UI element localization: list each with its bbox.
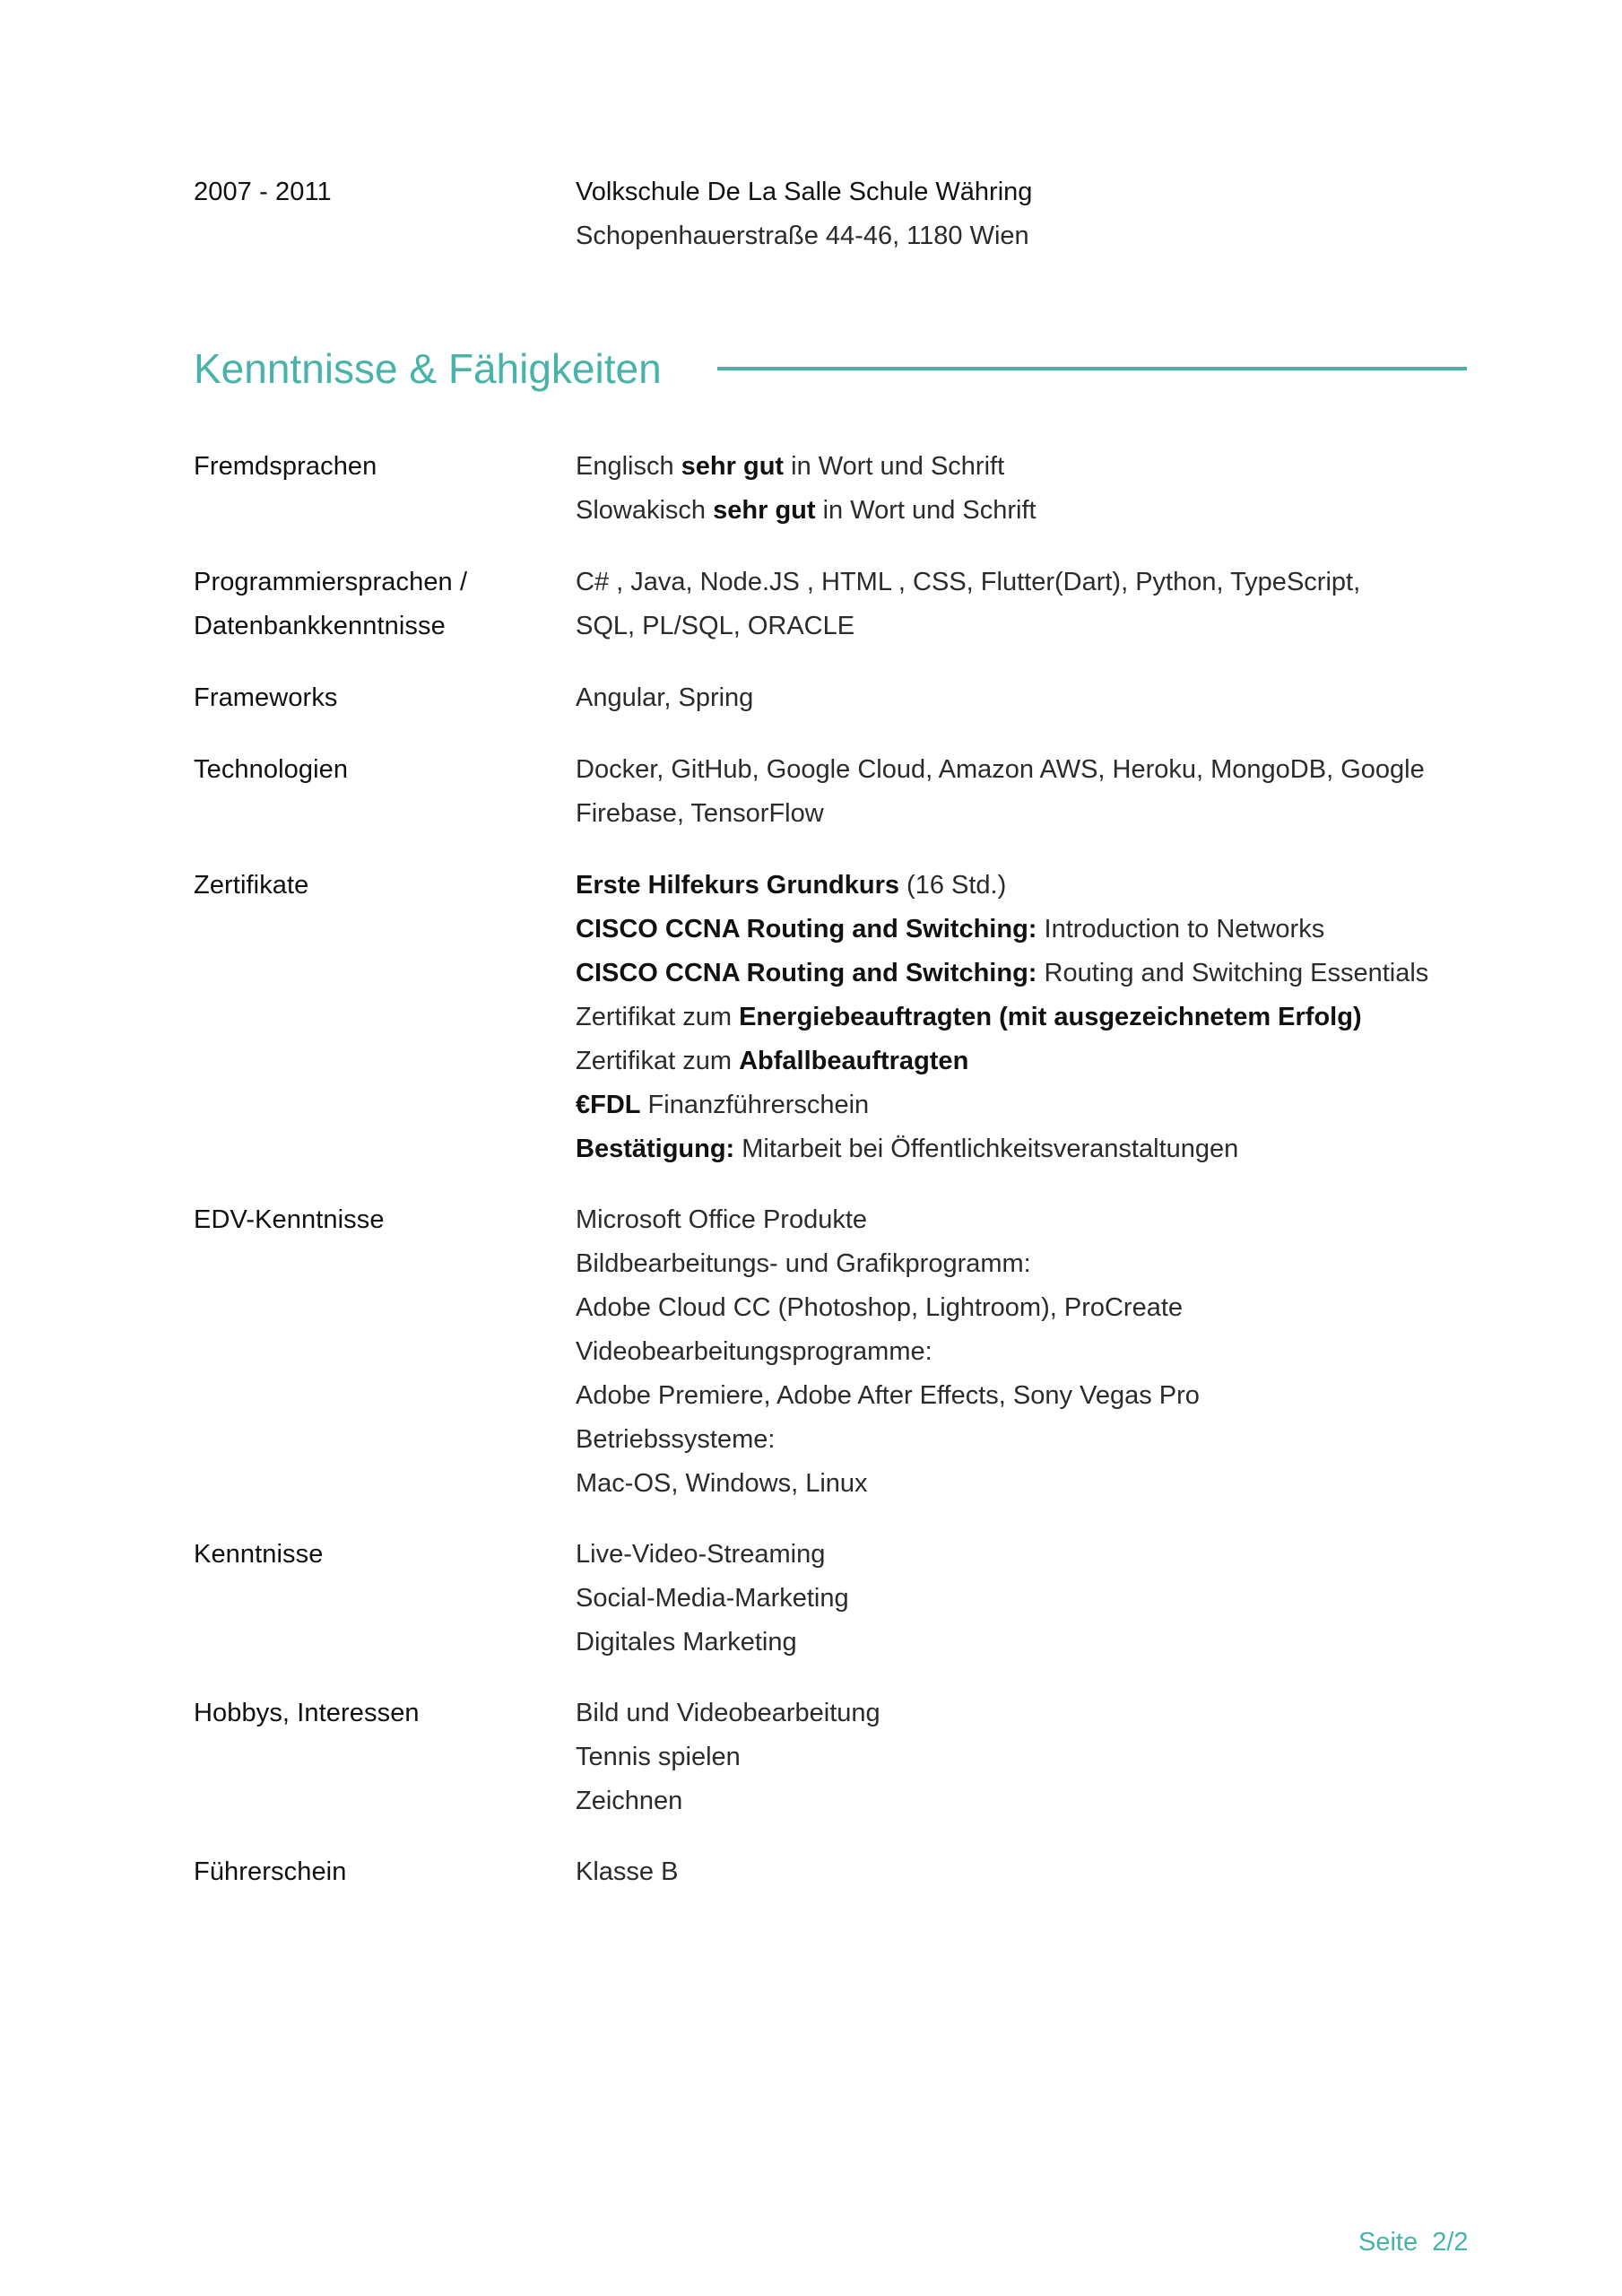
skill-line: Zeichnen xyxy=(576,1787,683,1815)
skill-line: Betriebssysteme: xyxy=(576,1425,776,1454)
skill-line xyxy=(576,489,1472,533)
skill-line: Firebase, TensorFlow xyxy=(576,799,824,828)
line-emphasis: CISCO CCNA Routing and Switching: xyxy=(576,959,1037,987)
skill-line: Social-Media-Marketing xyxy=(576,1584,849,1613)
skill-label-line: Datenbankkenntnisse xyxy=(194,612,446,640)
skill-line: C# , Java, Node.JS , HTML , CSS, Flutter(Dart), Python, TypeScript, xyxy=(576,568,1361,596)
skill-line: Bild und Videobearbeitung xyxy=(576,1699,880,1727)
certificate-item xyxy=(576,864,1472,908)
skill-line: Tennis spielen xyxy=(576,1743,741,1771)
certificate-item xyxy=(576,996,1472,1039)
line-emphasis: sehr gut xyxy=(713,496,816,525)
school-name: Volkschule De La Salle Schule Währing xyxy=(576,178,1033,206)
section-divider xyxy=(717,367,1467,370)
education-period: 2007 - 2011 xyxy=(194,178,332,206)
skill-label-line: Programmiersprachen / xyxy=(194,568,468,596)
skill-line: Adobe Premiere, Adobe After Effects, Sony Vegas Pro xyxy=(576,1381,1200,1410)
line-emphasis: Abfallbeauftragten xyxy=(739,1047,969,1075)
skill-values xyxy=(576,748,1472,836)
certificate-item xyxy=(576,1083,1472,1127)
line-emphasis: CISCO CCNA Routing and Switching: xyxy=(576,915,1037,944)
line-emphasis: sehr gut xyxy=(681,452,785,481)
skill-line: Videobearbeitungsprogramme: xyxy=(576,1337,932,1366)
skill-label: Technologien xyxy=(194,755,349,784)
line-emphasis: €FDL xyxy=(576,1091,641,1119)
skill-line: Live-Video-Streaming xyxy=(576,1540,826,1569)
skill-label: EDV-Kenntnisse xyxy=(194,1205,385,1234)
line-text: in Wort und Schrift xyxy=(784,452,1005,481)
skill-values xyxy=(576,445,1472,533)
line-text: Routing and Switching Essentials xyxy=(1037,959,1429,987)
certificate-item xyxy=(576,952,1472,996)
skill-values xyxy=(576,1533,1472,1665)
line-text: Mitarbeit bei Öffentlichkeitsveranstaltungen xyxy=(734,1135,1239,1163)
line-emphasis: Erste Hilfekurs Grundkurs xyxy=(576,871,899,900)
skill-label: Fremdsprachen xyxy=(194,452,377,481)
certificate-item xyxy=(576,1039,1472,1083)
line-text: Englisch xyxy=(576,452,681,481)
skill-label xyxy=(194,561,570,648)
page-number: Seite 2/2 xyxy=(1358,2228,1469,2257)
skill-line: Microsoft Office Produkte xyxy=(576,1205,868,1234)
skill-label: Hobbys, Interessen xyxy=(194,1699,420,1727)
line-text: Zertifikat zum xyxy=(576,1047,740,1075)
skill-values xyxy=(576,676,1472,720)
line-text: Introduction to Networks xyxy=(1037,915,1325,944)
skill-values xyxy=(576,864,1472,1171)
skill-values xyxy=(576,1850,1472,1894)
skill-label: Frameworks xyxy=(194,683,338,712)
skill-line: Adobe Cloud CC (Photoshop, Lightroom), ProCreate xyxy=(576,1293,1184,1322)
line-text: Zertifikat zum xyxy=(576,1003,740,1031)
skill-label: Führerschein xyxy=(194,1857,347,1886)
skill-line: SQL, PL/SQL, ORACLE xyxy=(576,612,855,640)
skill-line: Docker, GitHub, Google Cloud, Amazon AWS, Heroku, MongoDB, Google xyxy=(576,755,1425,784)
line-text: (16 Std.) xyxy=(899,871,1007,900)
skill-label: Zertifikate xyxy=(194,871,309,900)
certificate-item xyxy=(576,908,1472,952)
line-text: Finanzführerschein xyxy=(640,1091,870,1119)
skill-line: Bildbearbeitungs- und Grafikprogramm: xyxy=(576,1249,1031,1278)
line-emphasis: Bestätigung: xyxy=(576,1135,735,1163)
line-text: in Wort und Schrift xyxy=(815,496,1037,525)
education-details xyxy=(576,170,1472,258)
skill-line xyxy=(576,445,1472,489)
line-text: Slowakisch xyxy=(576,496,714,525)
skill-values xyxy=(576,1692,1472,1823)
skill-label: Kenntnisse xyxy=(194,1540,324,1569)
certificate-item xyxy=(576,1127,1472,1171)
line-emphasis: Energiebeauftragten (mit ausgezeichnetem Erfolg) xyxy=(739,1003,1362,1031)
school-address: Schopenhauerstraße 44-46, 1180 Wien xyxy=(576,222,1029,250)
section-title: Kenntnisse & Fähigkeiten xyxy=(194,345,662,392)
skill-line: Angular, Spring xyxy=(576,683,754,712)
skill-values xyxy=(576,561,1472,648)
skill-line: Digitales Marketing xyxy=(576,1628,797,1657)
skill-values xyxy=(576,1198,1472,1506)
skill-line: Klasse B xyxy=(576,1857,679,1886)
section-heading xyxy=(194,337,1467,400)
skill-line: Mac-OS, Windows, Linux xyxy=(576,1469,868,1498)
